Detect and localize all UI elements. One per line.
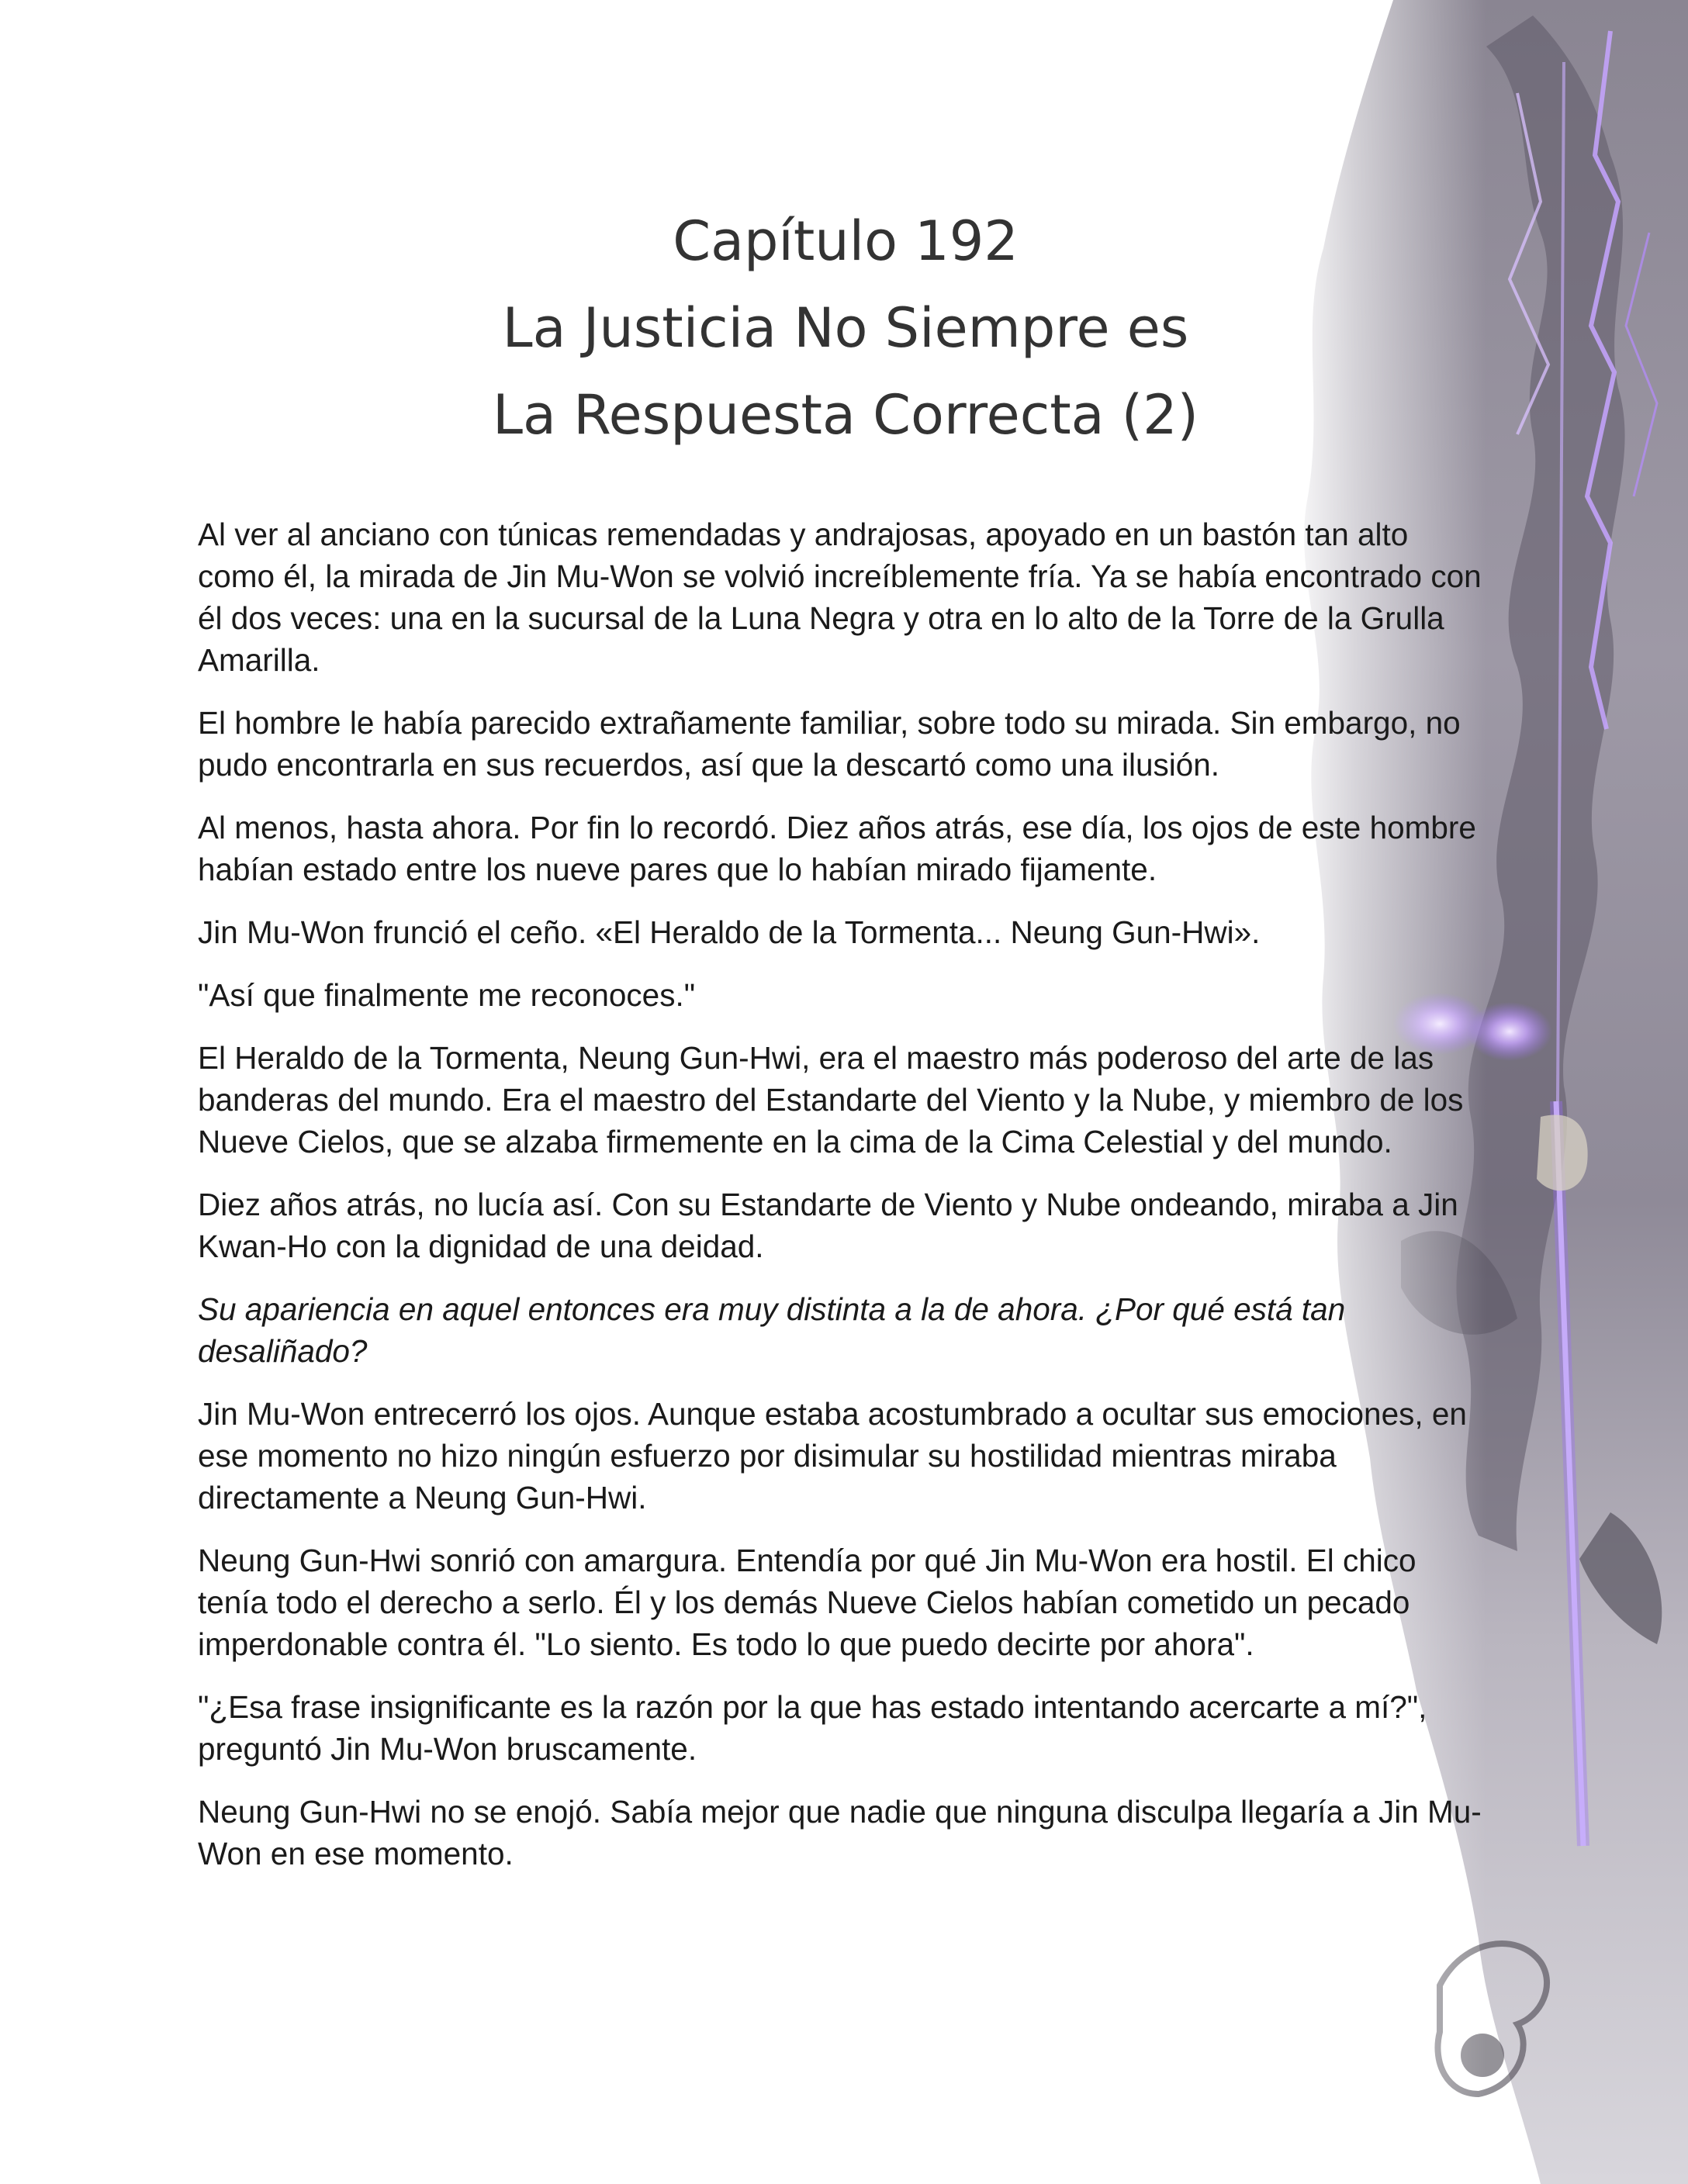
paragraph: Al menos, hasta ahora. Por fin lo recordó. Diez años atrás, ese día, los ojos de este hombre habían estado entre los nueve pares que lo habían mirado fijamente. — [198, 810, 1476, 887]
paragraph: Neung Gun-Hwi no se enojó. Sabía mejor que nadie que ninguna disculpa llegaría a Jin Mu-Won en ese momento. — [198, 1794, 1482, 1871]
paragraph-inner-thought: Su apariencia en aquel entonces era muy distinta a la de ahora. ¿Por qué está tan desaliñado? — [198, 1291, 1346, 1369]
chapter-number: Capítulo 192 — [673, 209, 1019, 273]
chapter-title-line-2: La Respuesta Correcta (2) — [493, 383, 1199, 447]
paragraph: "¿Esa frase insignificante es la razón por la que has estado intentando acercarte a mí?", preguntó Jin Mu-Won bruscamente. — [198, 1689, 1427, 1767]
chapter-title-line-1: La Justicia No Siempre es — [502, 296, 1189, 360]
paragraph: El hombre le había parecido extrañamente familiar, sobre todo su mirada. Sin embargo, no pudo encontrarla en sus recuerdos, así que la descartó como una ilusión. — [198, 705, 1461, 783]
chapter-body — [198, 513, 1493, 1895]
paragraph: Jin Mu-Won entrecerró los ojos. Aunque estaba acostumbrado a ocultar sus emociones, en ese momento no hizo ningún esfuerzo por disimular su hostilidad mientras miraba directamente a Neung Gun-Hwi. — [198, 1396, 1467, 1515]
paragraph: Diez años atrás, no lucía así. Con su Estandarte de Viento y Nube ondeando, miraba a Jin Kwan-Ho con la dignidad de una deidad. — [198, 1187, 1458, 1264]
paragraph: Neung Gun-Hwi sonrió con amargura. Entendía por qué Jin Mu-Won era hostil. El chico tenía todo el derecho a serlo. Él y los demás Nueve Cielos habían cometido un pecado imperdonable contra él. "Lo siento. Es todo lo que puedo decirte por ahora". — [198, 1543, 1416, 1662]
paragraph: Al ver al anciano con túnicas remendadas y andrajosas, apoyado en un bastón tan alto como él, la mirada de Jin Mu-Won se volvió increíblemente fría. Ya se había encontrado con él dos veces: una en la sucursal de la Luna Negra y otra en lo alto de la Torre de la Grulla Amarilla. — [198, 517, 1482, 678]
paragraph: Jin Mu-Won frunció el ceño. «El Heraldo de la Tormenta... Neung Gun-Hwi». — [198, 914, 1261, 950]
paragraph: El Heraldo de la Tormenta, Neung Gun-Hwi, era el maestro más poderoso del arte de las banderas del mundo. Era el maestro del Estandarte del Viento y la Nube, y miembro de los Nueve Cielos, que se alzaba firmemente en la cima de la Cima Celestial y del mundo. — [198, 1040, 1464, 1159]
paragraph: "Así que finalmente me reconoces." — [198, 977, 696, 1013]
chapter-header — [388, 198, 1303, 458]
